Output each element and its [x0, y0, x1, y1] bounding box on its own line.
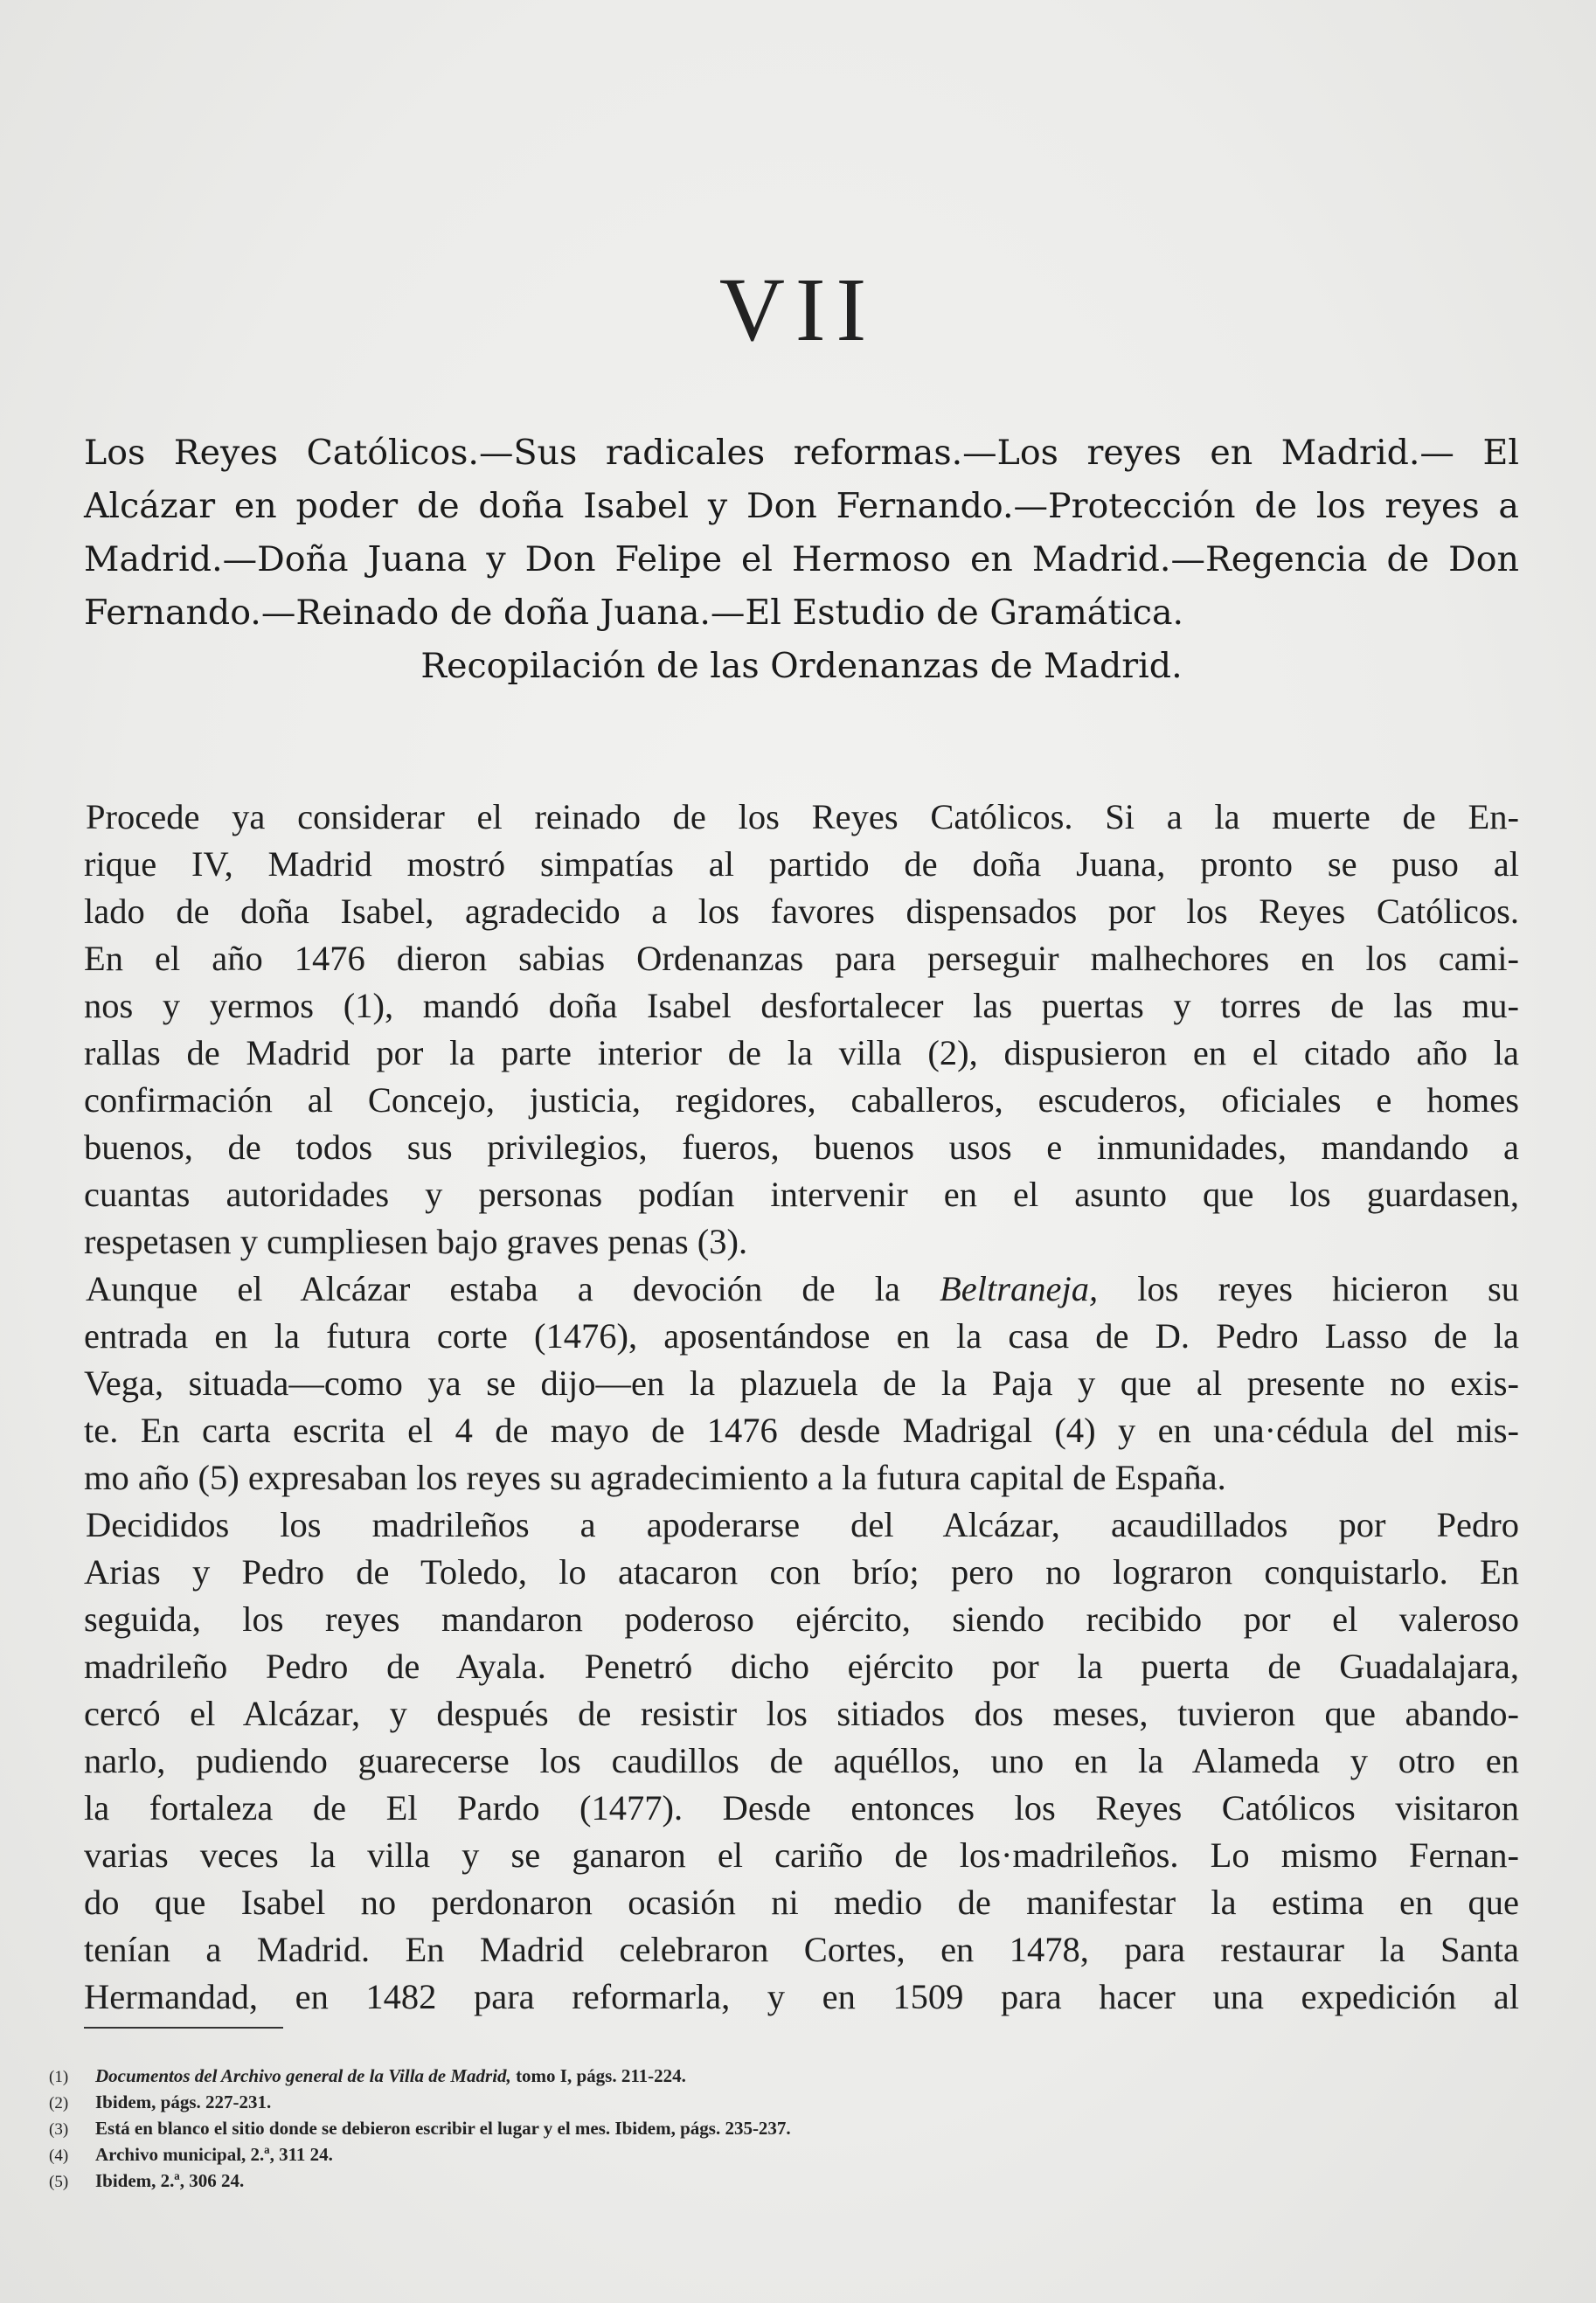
text-line: cercó el Alcázar, y después de resistir los sitiados dos meses, tuvieron que abando-: [84, 1694, 1519, 1733]
text-line: cuantas autoridades y personas podían intervenir en el asunto que los guardasen,: [84, 1175, 1519, 1214]
text-line: seguida, los reyes mandaron poderoso ejército, siendo recibido por el valeroso: [84, 1599, 1519, 1639]
text-line: do que Isabel no perdonaron ocasión ni medio de manifestar la estima en que: [84, 1883, 1519, 1922]
text-line: te. En carta escrita el 4 de mayo de 1476 desde Madrigal (4) y en una·cédula del mis-: [84, 1411, 1519, 1450]
text-line: Decididos los madrileños a apoderarse del Alcázar, acaudillados por Pedro: [86, 1505, 1519, 1544]
text-line: lado de doña Isabel, agradecido a los favores dispensados por los Reyes Católicos.: [84, 891, 1519, 931]
paragraph-2: [84, 1266, 1519, 1502]
body-text: [84, 794, 1519, 2021]
footnote: [49, 2168, 1447, 2194]
footnote-text: Ibidem, 2.ª, 306 24.: [95, 2170, 245, 2191]
text-line: mo año (5) expresaban los reyes su agradecimiento a la futura capital de España.: [84, 1458, 1226, 1497]
footnote-text: [95, 2063, 686, 2089]
text-line: buenos, de todos sus privilegios, fueros, buenos usos e inmunidades, mandando a: [84, 1127, 1519, 1167]
text-line: varias veces la villa y se ganaron el cariño de los·madrileños. Lo mismo Fernan-: [84, 1835, 1519, 1875]
footnote: [49, 2063, 1447, 2089]
text-line: tenían a Madrid. En Madrid celebraron Cortes, en 1478, para restaurar la Santa: [84, 1930, 1519, 1969]
text-line: madrileño Pedro de Ayala. Penetró dicho ejército por la puerta de Guadalajara,: [84, 1647, 1519, 1686]
text-line: confirmación al Concejo, justicia, regidores, caballeros, escuderos, oficiales e homes: [84, 1080, 1519, 1120]
footnote-number: (1): [49, 2068, 69, 2086]
paragraph-3: [84, 1502, 1519, 2021]
text-line: respetasen y cumpliesen bajo graves penas (3).: [84, 1222, 748, 1261]
footnote-number: (4): [49, 2147, 69, 2165]
footnote-text-run: tomo I, págs. 211-224.: [510, 2065, 686, 2086]
text-line: Arias y Pedro de Toledo, lo atacaron con brío; pero no lograron conquistarlo. En: [84, 1552, 1519, 1592]
text-line: nos y yermos (1), mandó doña Isabel desfortalecer las puertas y torres de las mu-: [84, 986, 1519, 1025]
footnote: [49, 2115, 1447, 2141]
text-line: narlo, pudiendo guarecerse los caudillos de aquéllos, uno en la Alameda y otro en: [84, 1741, 1519, 1780]
footnote-divider: [84, 2027, 283, 2029]
footnotes: [49, 2063, 1447, 2194]
text-line: Procede ya considerar el reinado de los Reyes Católicos. Si a la muerte de En-: [86, 797, 1519, 836]
chapter-summary: [84, 427, 1519, 693]
footnote-text: Archivo municipal, 2.ª, 311 24.: [95, 2144, 333, 2165]
footnote-number: (5): [49, 2173, 69, 2191]
text-line: Hermandad, en 1482 para reformarla, y en 1509 para hacer una expedición al: [84, 1977, 1519, 2016]
text-line: [84, 1266, 1519, 1313]
text-line: entrada en la futura corte (1476), aposentándose en la casa de D. Pedro Lasso de la: [84, 1316, 1519, 1356]
text-line: la fortaleza de El Pardo (1477). Desde entonces los Reyes Católicos visitaron: [84, 1788, 1519, 1828]
chapter-summary-text: Los Reyes Católicos.—Sus radicales reformas.—Los reyes en Madrid.— El Alcázar en poder de doña Isabel y Don Fernando.—Protección de los reyes a Madrid.—Doña Juana y Don Felipe el Hermoso en Madrid.—Regencia de Don Fernando.—Reinado de doña Juana.—El Estudio de Gramática.: [84, 433, 1519, 633]
text-line: rique IV, Madrid mostró simpatías al partido de doña Juana, pronto se puso al: [84, 844, 1519, 884]
chapter-number: VII: [718, 260, 878, 360]
text-run: los reyes hicieron su: [1098, 1269, 1519, 1308]
footnote-italic-title: Documentos del Archivo general de la Villa de Madrid,: [95, 2065, 511, 2086]
paragraph-1: [84, 794, 1519, 1266]
text-line: En el año 1476 dieron sabias Ordenanzas para perseguir malhechores en los cami-: [84, 939, 1519, 978]
chapter-summary-last-line: Recopilación de las Ordenanzas de Madrid.: [420, 646, 1183, 686]
footnote-text: Ibidem, págs. 227-231.: [95, 2091, 272, 2112]
footnote-number: (3): [49, 2120, 69, 2139]
footnote: [49, 2141, 1447, 2168]
footnote: [49, 2089, 1447, 2115]
footnote-text: Está en blanco el sitio donde se debieron escribir el lugar y el mes. Ibidem, págs. 235-237.: [95, 2118, 791, 2139]
footnote-number: (2): [49, 2094, 69, 2112]
text-run: Aunque el Alcázar estaba a devoción de la: [86, 1269, 940, 1308]
text-line: rallas de Madrid por la parte interior de la villa (2), dispusieron en el citado año la: [84, 1033, 1519, 1072]
italic-name-beltraneja: Beltraneja,: [940, 1269, 1099, 1308]
text-line: Vega, situada—como ya se dijo—en la plazuela de la Paja y que al presente no exis-: [84, 1363, 1519, 1403]
